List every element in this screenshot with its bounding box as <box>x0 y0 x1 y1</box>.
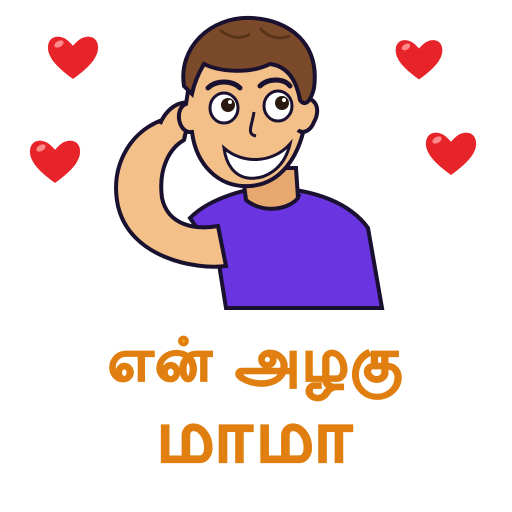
cartoon-man <box>100 8 412 318</box>
heart-icon-mid-left <box>22 132 88 190</box>
heart-icon-mid-right <box>418 124 484 182</box>
caption-line-2: மாமா <box>156 394 356 478</box>
heart-icon-top-left <box>40 28 106 86</box>
caption-line-1: என் அழகு <box>107 326 405 394</box>
